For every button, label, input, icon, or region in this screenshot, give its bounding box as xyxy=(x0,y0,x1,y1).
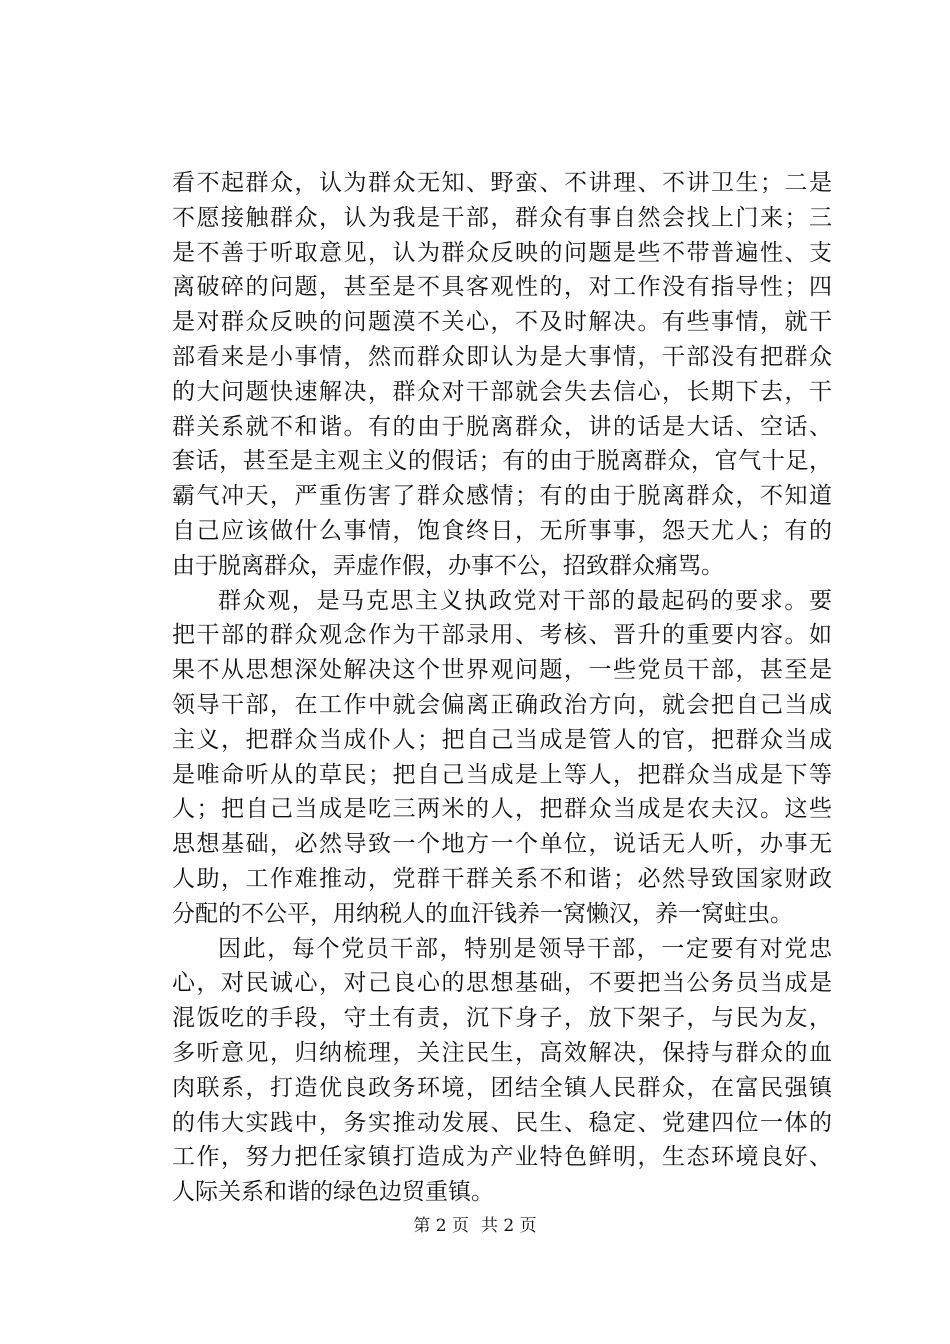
text-line: 群关系就不和谐。有的由于脱离群众，讲的话是大话、空话、 xyxy=(172,413,832,440)
text-line: 分配的不公平，用纳税人的血汗钱养一窝懒汉，养一窝蛀虫。 xyxy=(172,900,793,927)
paragraph-1 xyxy=(172,166,832,584)
text-line: 工作，努力把任家镇打造成为产业特色鲜明，生态环境良好、 xyxy=(172,1144,832,1171)
text-line: 果不从思想深处解决这个世界观问题，一些党员干部，甚至是 xyxy=(172,657,832,684)
text-line: 是不善于听取意见，认为群众反映的问题是些不带普遍性、支 xyxy=(172,239,832,266)
text-line: 套话，甚至是主观主义的假话；有的由于脱离群众，官气十足， xyxy=(172,448,832,475)
text-line: 因此，每个党员干部，特别是领导干部，一定要有对党忠 xyxy=(218,935,832,962)
text-line: 部看来是小事情，然而群众即认为是大事情，干部没有把群众 xyxy=(172,343,832,370)
text-line: 离破碎的问题，甚至是不具客观性的，对工作没有指导性；四 xyxy=(172,274,832,301)
text-line: 不愿接触群众，认为我是干部，群众有事自然会找上门来；三 xyxy=(172,204,832,231)
text-line: 心，对民诚心，对己良心的思想基础，不要把当公务员当成是 xyxy=(172,970,832,997)
text-line: 由于脱离群众，弄虚作假，办事不公，招致群众痛骂。 xyxy=(172,552,724,579)
text-line: 是唯命听从的草民；把自己当成是上等人，把群众当成是下等 xyxy=(172,761,832,788)
text-line: 自己应该做什么事情，饱食终日，无所事事，怨天尤人；有的 xyxy=(172,517,832,544)
text-line: 群众观，是马克思主义执政党对干部的最起码的要求。要 xyxy=(218,587,832,614)
document-body xyxy=(172,166,832,1210)
text-line: 看不起群众，认为群众无知、野蛮、不讲理、不讲卫生；二是 xyxy=(172,170,832,196)
page-number: 第 2 页 xyxy=(413,1216,469,1236)
page-total: 共 2 页 xyxy=(481,1216,537,1236)
paragraph-3 xyxy=(172,932,832,1210)
text-line: 人；把自己当成是吃三两米的人，把群众当成是农夫汉。这些 xyxy=(172,796,832,823)
text-line: 思想基础，必然导致一个地方一个单位，说话无人听，办事无 xyxy=(172,831,832,858)
text-line: 霸气冲天，严重伤害了群众感情；有的由于脱离群众，不知道 xyxy=(172,483,832,510)
text-line: 肉联系，打造优良政务环境，团结全镇人民群众，在富民强镇 xyxy=(172,1074,832,1101)
page-footer xyxy=(0,1214,950,1238)
text-line: 混饭吃的手段，守土有责，沉下身子，放下架子，与民为友， xyxy=(172,1005,832,1032)
text-line: 人助，工作难推动，党群干群关系不和谐；必然导致国家财政 xyxy=(172,865,832,892)
text-line: 是对群众反映的问题漠不关心，不及时解决。有些事情，就干 xyxy=(172,309,832,336)
paragraph-2 xyxy=(172,584,832,932)
text-line: 的伟大实践中，务实推动发展、民生、稳定、党建四位一体的 xyxy=(172,1109,832,1136)
text-line: 人际关系和谐的绿色边贸重镇。 xyxy=(172,1179,494,1206)
text-line: 主义，把群众当成仆人；把自己当成是管人的官，把群众当成 xyxy=(172,726,832,753)
text-line: 多听意见，归纳梳理，关注民生，高效解决，保持与群众的血 xyxy=(172,1039,832,1066)
text-line: 把干部的群众观念作为干部录用、考核、晋升的重要内容。如 xyxy=(172,622,832,649)
text-line: 领导干部，在工作中就会偏离正确政治方向，就会把自己当成 xyxy=(172,691,832,718)
text-line: 的大问题快速解决，群众对干部就会失去信心，长期下去，干 xyxy=(172,378,832,405)
